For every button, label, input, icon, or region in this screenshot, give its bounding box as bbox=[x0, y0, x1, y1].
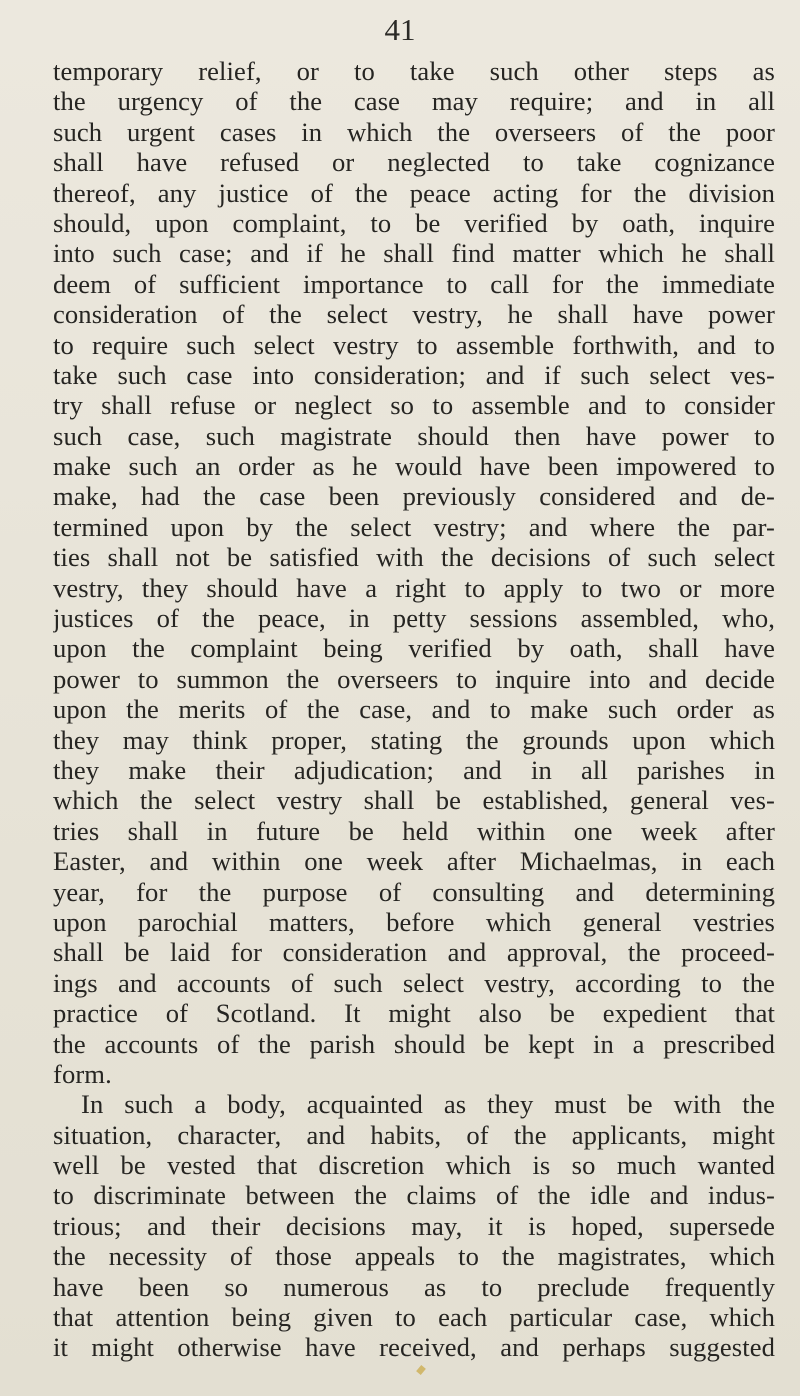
text-line: consideration of the select vestry, he shall have power bbox=[53, 299, 775, 330]
text-line: they may think proper, stating the grounds upon which bbox=[53, 724, 775, 755]
text-line: the accounts of the parish should be kept in a prescribed bbox=[53, 1028, 775, 1059]
text-line: well be vested that discretion which is so much wanted bbox=[53, 1150, 775, 1181]
text-line: make, had the case been previously considered and de- bbox=[53, 481, 775, 512]
body-text bbox=[53, 56, 775, 1363]
text-line: ties shall not be satisfied with the decisions of such select bbox=[53, 542, 775, 573]
text-line: into such case; and if he shall find matter which he shall bbox=[53, 238, 775, 269]
text-line: to discriminate between the claims of the idle and indus- bbox=[53, 1180, 775, 1211]
text-line: vestry, they should have a right to apply to two or more bbox=[53, 572, 775, 603]
paragraph-2 bbox=[53, 1089, 775, 1363]
text-line: the urgency of the case may require; and in all bbox=[53, 86, 775, 117]
text-line: the necessity of those appeals to the magistrates, which bbox=[53, 1241, 775, 1272]
text-line: tries shall in future be held within one week after bbox=[53, 815, 775, 846]
text-line: upon the merits of the case, and to make such order as bbox=[53, 694, 775, 725]
text-line: temporary relief, or to take such other steps as bbox=[53, 56, 775, 86]
text-line: such case, such magistrate should then have power to bbox=[53, 420, 775, 451]
page-number: 41 bbox=[384, 12, 416, 47]
ink-speck bbox=[416, 1365, 426, 1375]
text-line: In such a body, acquainted as they must be with the bbox=[81, 1089, 775, 1120]
text-line: justices of the peace, in petty sessions assembled, who, bbox=[53, 603, 775, 634]
text-line: ings and accounts of such select vestry, according to the bbox=[53, 967, 775, 998]
text-line: it might otherwise have received, and perhaps suggested bbox=[53, 1332, 775, 1363]
text-line: trious; and their decisions may, it is hoped, supersede bbox=[53, 1210, 775, 1241]
text-line: shall be laid for consideration and approval, the proceed- bbox=[53, 937, 775, 968]
text-line: to require such select vestry to assemble forthwith, and to bbox=[53, 329, 775, 360]
text-line: such urgent cases in which the overseers of the poor bbox=[53, 116, 775, 147]
text-line: that attention being given to each particular case, which bbox=[53, 1302, 775, 1333]
text-line: they make their adjudication; and in all parishes in bbox=[53, 754, 775, 785]
text-line: thereof, any justice of the peace acting for the division bbox=[53, 177, 775, 208]
text-line: make such an order as he would have been impowered to bbox=[53, 451, 775, 482]
text-line: try shall refuse or neglect so to assemble and to consider bbox=[53, 390, 775, 421]
text-line: deem of sufficient importance to call for the immediate bbox=[53, 268, 775, 299]
text-line: situation, character, and habits, of the applicants, might bbox=[53, 1119, 775, 1150]
text-line: year, for the purpose of consulting and determining bbox=[53, 876, 775, 907]
text-line: form. bbox=[53, 1058, 112, 1089]
text-line: have been so numerous as to preclude frequently bbox=[53, 1271, 775, 1302]
text-line: should, upon complaint, to be verified by oath, inquire bbox=[53, 207, 775, 238]
text-line: shall have refused or neglected to take cognizance bbox=[53, 147, 775, 178]
text-line: termined upon by the select vestry; and where the par- bbox=[53, 511, 775, 542]
text-line: practice of Scotland. It might also be expedient that bbox=[53, 998, 775, 1029]
text-line: upon parochial matters, before which general vestries bbox=[53, 906, 775, 937]
text-line: power to summon the overseers to inquire into and decide bbox=[53, 663, 775, 694]
text-line: Easter, and within one week after Michaelmas, in each bbox=[53, 846, 775, 877]
text-line: take such case into consideration; and if such select ves- bbox=[53, 359, 775, 390]
text-line: which the select vestry shall be established, general ves- bbox=[53, 785, 775, 816]
paragraph-1 bbox=[53, 56, 775, 1089]
text-line: upon the complaint being verified by oath, shall have bbox=[53, 633, 775, 664]
